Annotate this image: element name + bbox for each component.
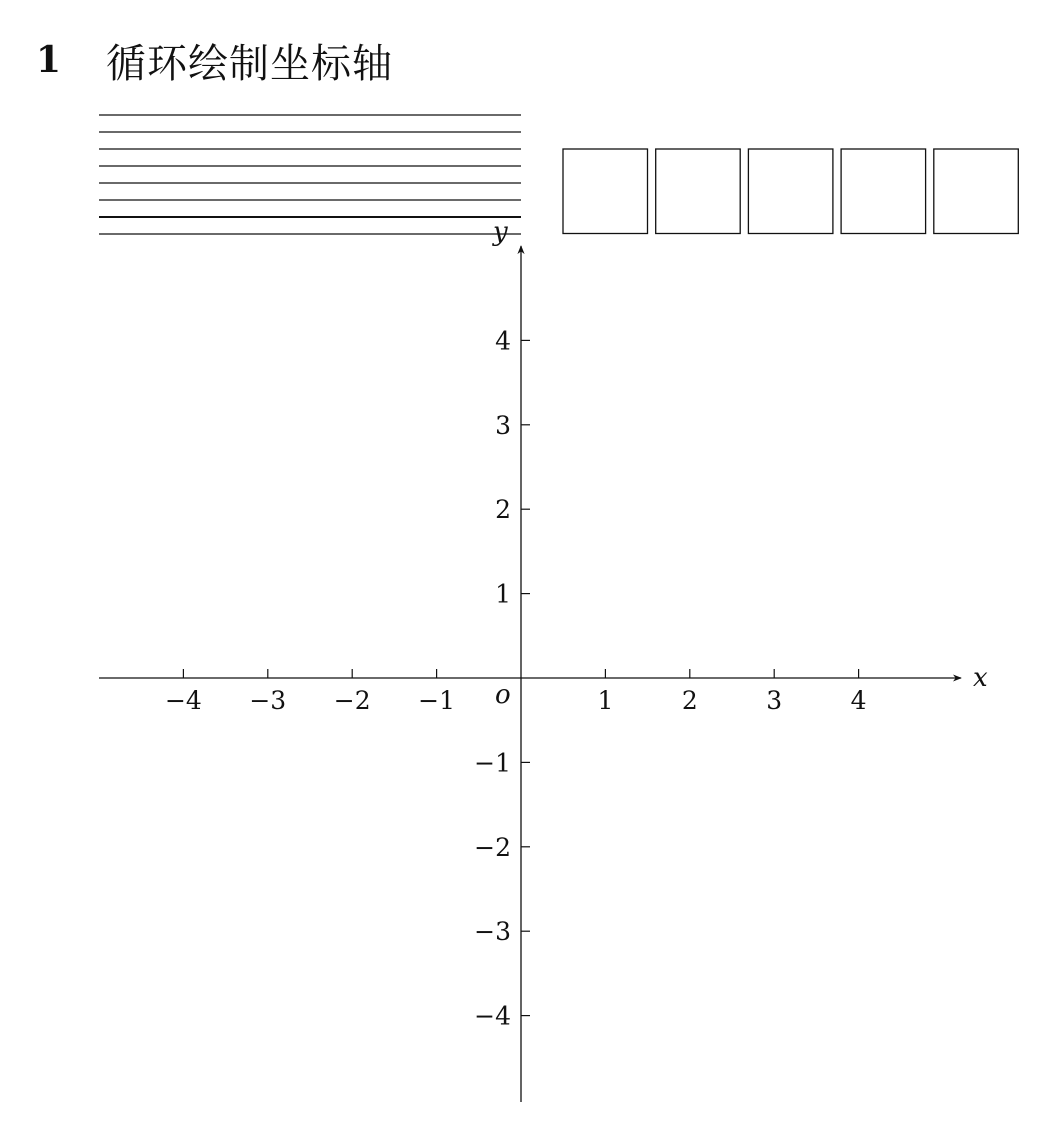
x-tick-label: 2 [681,686,698,715]
square [656,149,741,234]
square [841,149,926,234]
horizontal-lines-group [99,115,521,234]
y-tick-label: 4 [495,326,511,356]
x-tick-label: 3 [766,686,783,715]
y-tick-label: −2 [474,832,511,862]
x-tick-label: 1 [597,686,614,715]
x-tick-label: −3 [249,686,287,715]
y-tick-label: −1 [474,748,511,778]
y-axis-label: y [493,217,508,247]
x-tick-label: −4 [164,686,202,715]
square [748,149,833,234]
y-tick-label: 2 [495,495,511,525]
x-tick-label: −1 [418,686,456,715]
square [563,149,648,234]
section-title: 循环绘制坐标轴 [106,40,393,87]
square [934,149,1019,234]
y-tick-label: 1 [495,579,511,609]
y-tick-label: −4 [474,1001,511,1031]
origin-label: o [495,680,511,710]
section-number: 1 [36,39,62,81]
x-axis-label: x [973,663,988,693]
coordinate-axes [99,217,988,1102]
squares-group [563,149,1018,234]
x-tick-label: 4 [850,686,867,715]
x-tick-label: −2 [333,686,371,715]
y-tick-label: −3 [474,917,511,947]
y-tick-label: 3 [495,410,511,440]
